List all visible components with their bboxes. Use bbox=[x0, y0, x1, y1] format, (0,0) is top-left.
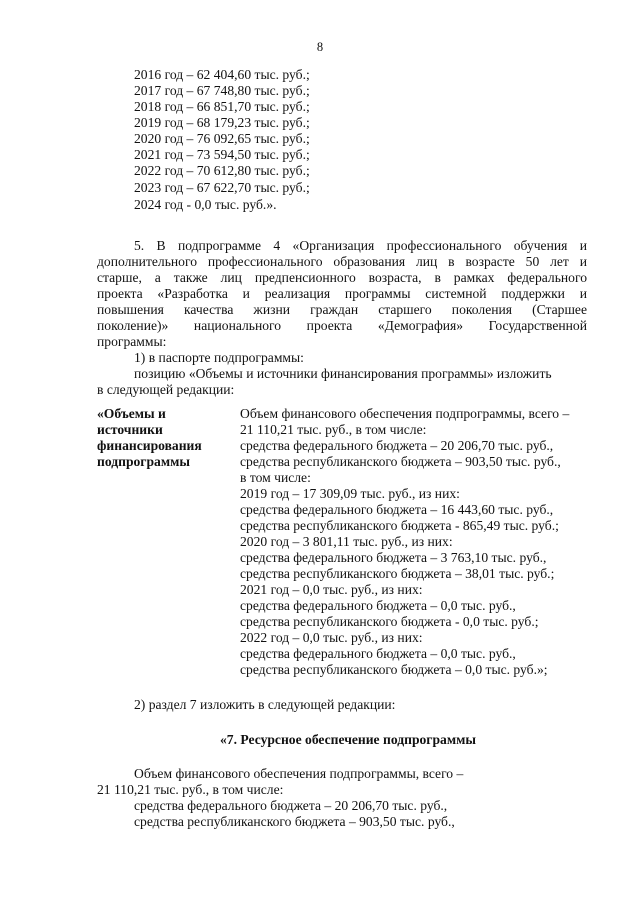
table-left-column bbox=[97, 406, 227, 470]
table-right-line: средства федерального бюджета – 0,0 тыс. руб., bbox=[240, 598, 516, 613]
table-right-line: 21 110,21 тыс. руб., в том числе: bbox=[240, 422, 427, 437]
table-right-column bbox=[240, 406, 600, 678]
table-left-line: «Объемы и bbox=[97, 406, 166, 421]
table-left-line: источники bbox=[97, 422, 163, 437]
table-right-line: средства федерального бюджета – 16 443,60 тыс. руб., bbox=[240, 502, 554, 517]
table-right-line: 2019 год – 17 309,09 тыс. руб., из них: bbox=[240, 486, 460, 501]
para5-line: программы: bbox=[97, 334, 167, 349]
item-2: 2) раздел 7 изложить в следующей редакции: bbox=[134, 697, 396, 712]
para5-line: дополнительного профессионального образования лиц в возрасте 50 лет и bbox=[97, 254, 587, 269]
item-1: 1) в паспорте подпрограммы: bbox=[134, 350, 304, 365]
table-right-line: средства федерального бюджета – 20 206,70 тыс. руб., bbox=[240, 438, 554, 453]
year-line-2016: 2016 год – 62 404,60 тыс. руб.; bbox=[134, 67, 310, 82]
table-right-line: в том числе: bbox=[240, 470, 311, 485]
para5-line: старше, а также лиц предпенсионного возраста, в рамках федерального bbox=[97, 270, 587, 285]
table-right-line: средства республиканского бюджета - 865,49 тыс. руб.; bbox=[240, 518, 559, 533]
section-body-line: средства республиканского бюджета – 903,50 тыс. руб., bbox=[134, 814, 455, 829]
year-line-2020: 2020 год – 76 092,65 тыс. руб.; bbox=[134, 131, 310, 146]
table-left-line: финансирования bbox=[97, 438, 202, 453]
para5-line: поколение)» национального проекта «Демография» Государственной bbox=[97, 318, 587, 333]
position-line-2: в следующей редакции: bbox=[97, 382, 235, 397]
table-right-line: 2022 год – 0,0 тыс. руб., из них: bbox=[240, 630, 423, 645]
table-right-line: средства федерального бюджета – 0,0 тыс. руб., bbox=[240, 646, 516, 661]
para5-line: проекта «Разработка и реализация программы системной поддержки и bbox=[97, 286, 587, 301]
table-right-line: Объем финансового обеспечения подпрограммы, всего – bbox=[240, 406, 570, 421]
para5-line: 5. В подпрограмме 4 «Организация профессионального обучения и bbox=[134, 238, 587, 253]
page-number: 8 bbox=[316, 40, 324, 54]
para5-line: повышения качества жизни граждан старшего поколения (Старшее bbox=[97, 302, 587, 317]
table-right-line: 2020 год – 3 801,11 тыс. руб., из них: bbox=[240, 534, 453, 549]
year-line-2022: 2022 год – 70 612,80 тыс. руб.; bbox=[134, 163, 310, 178]
section-heading: «7. Ресурсное обеспечение подпрограммы bbox=[220, 732, 476, 747]
table-right-line: средства республиканского бюджета – 38,01 тыс. руб.; bbox=[240, 566, 555, 581]
position-line-1: позицию «Объемы и источники финансирования программы» изложить bbox=[134, 366, 552, 381]
table-right-line: средства республиканского бюджета - 0,0 тыс. руб.; bbox=[240, 614, 539, 629]
table-right-line: средства федерального бюджета – 3 763,10 тыс. руб., bbox=[240, 550, 547, 565]
year-line-2023: 2023 год – 67 622,70 тыс. руб.; bbox=[134, 180, 310, 195]
year-line-2019: 2019 год – 68 179,23 тыс. руб.; bbox=[134, 115, 310, 130]
section-body-line: средства федерального бюджета – 20 206,70 тыс. руб., bbox=[134, 798, 448, 813]
year-line-2024: 2024 год - 0,0 тыс. руб.». bbox=[134, 197, 277, 212]
table-right-line: 2021 год – 0,0 тыс. руб., из них: bbox=[240, 582, 423, 597]
year-line-2017: 2017 год – 67 748,80 тыс. руб.; bbox=[134, 83, 310, 98]
section-body-line: 21 110,21 тыс. руб., в том числе: bbox=[97, 782, 284, 797]
year-line-2021: 2021 год – 73 594,50 тыс. руб.; bbox=[134, 147, 310, 162]
table-right-line: средства республиканского бюджета – 903,50 тыс. руб., bbox=[240, 454, 561, 469]
year-line-2018: 2018 год – 66 851,70 тыс. руб.; bbox=[134, 99, 310, 114]
section-body-line: Объем финансового обеспечения подпрограммы, всего – bbox=[134, 766, 464, 781]
table-right-line: средства республиканского бюджета – 0,0 тыс. руб.»; bbox=[240, 662, 548, 677]
table-left-line: подпрограммы bbox=[97, 454, 190, 469]
